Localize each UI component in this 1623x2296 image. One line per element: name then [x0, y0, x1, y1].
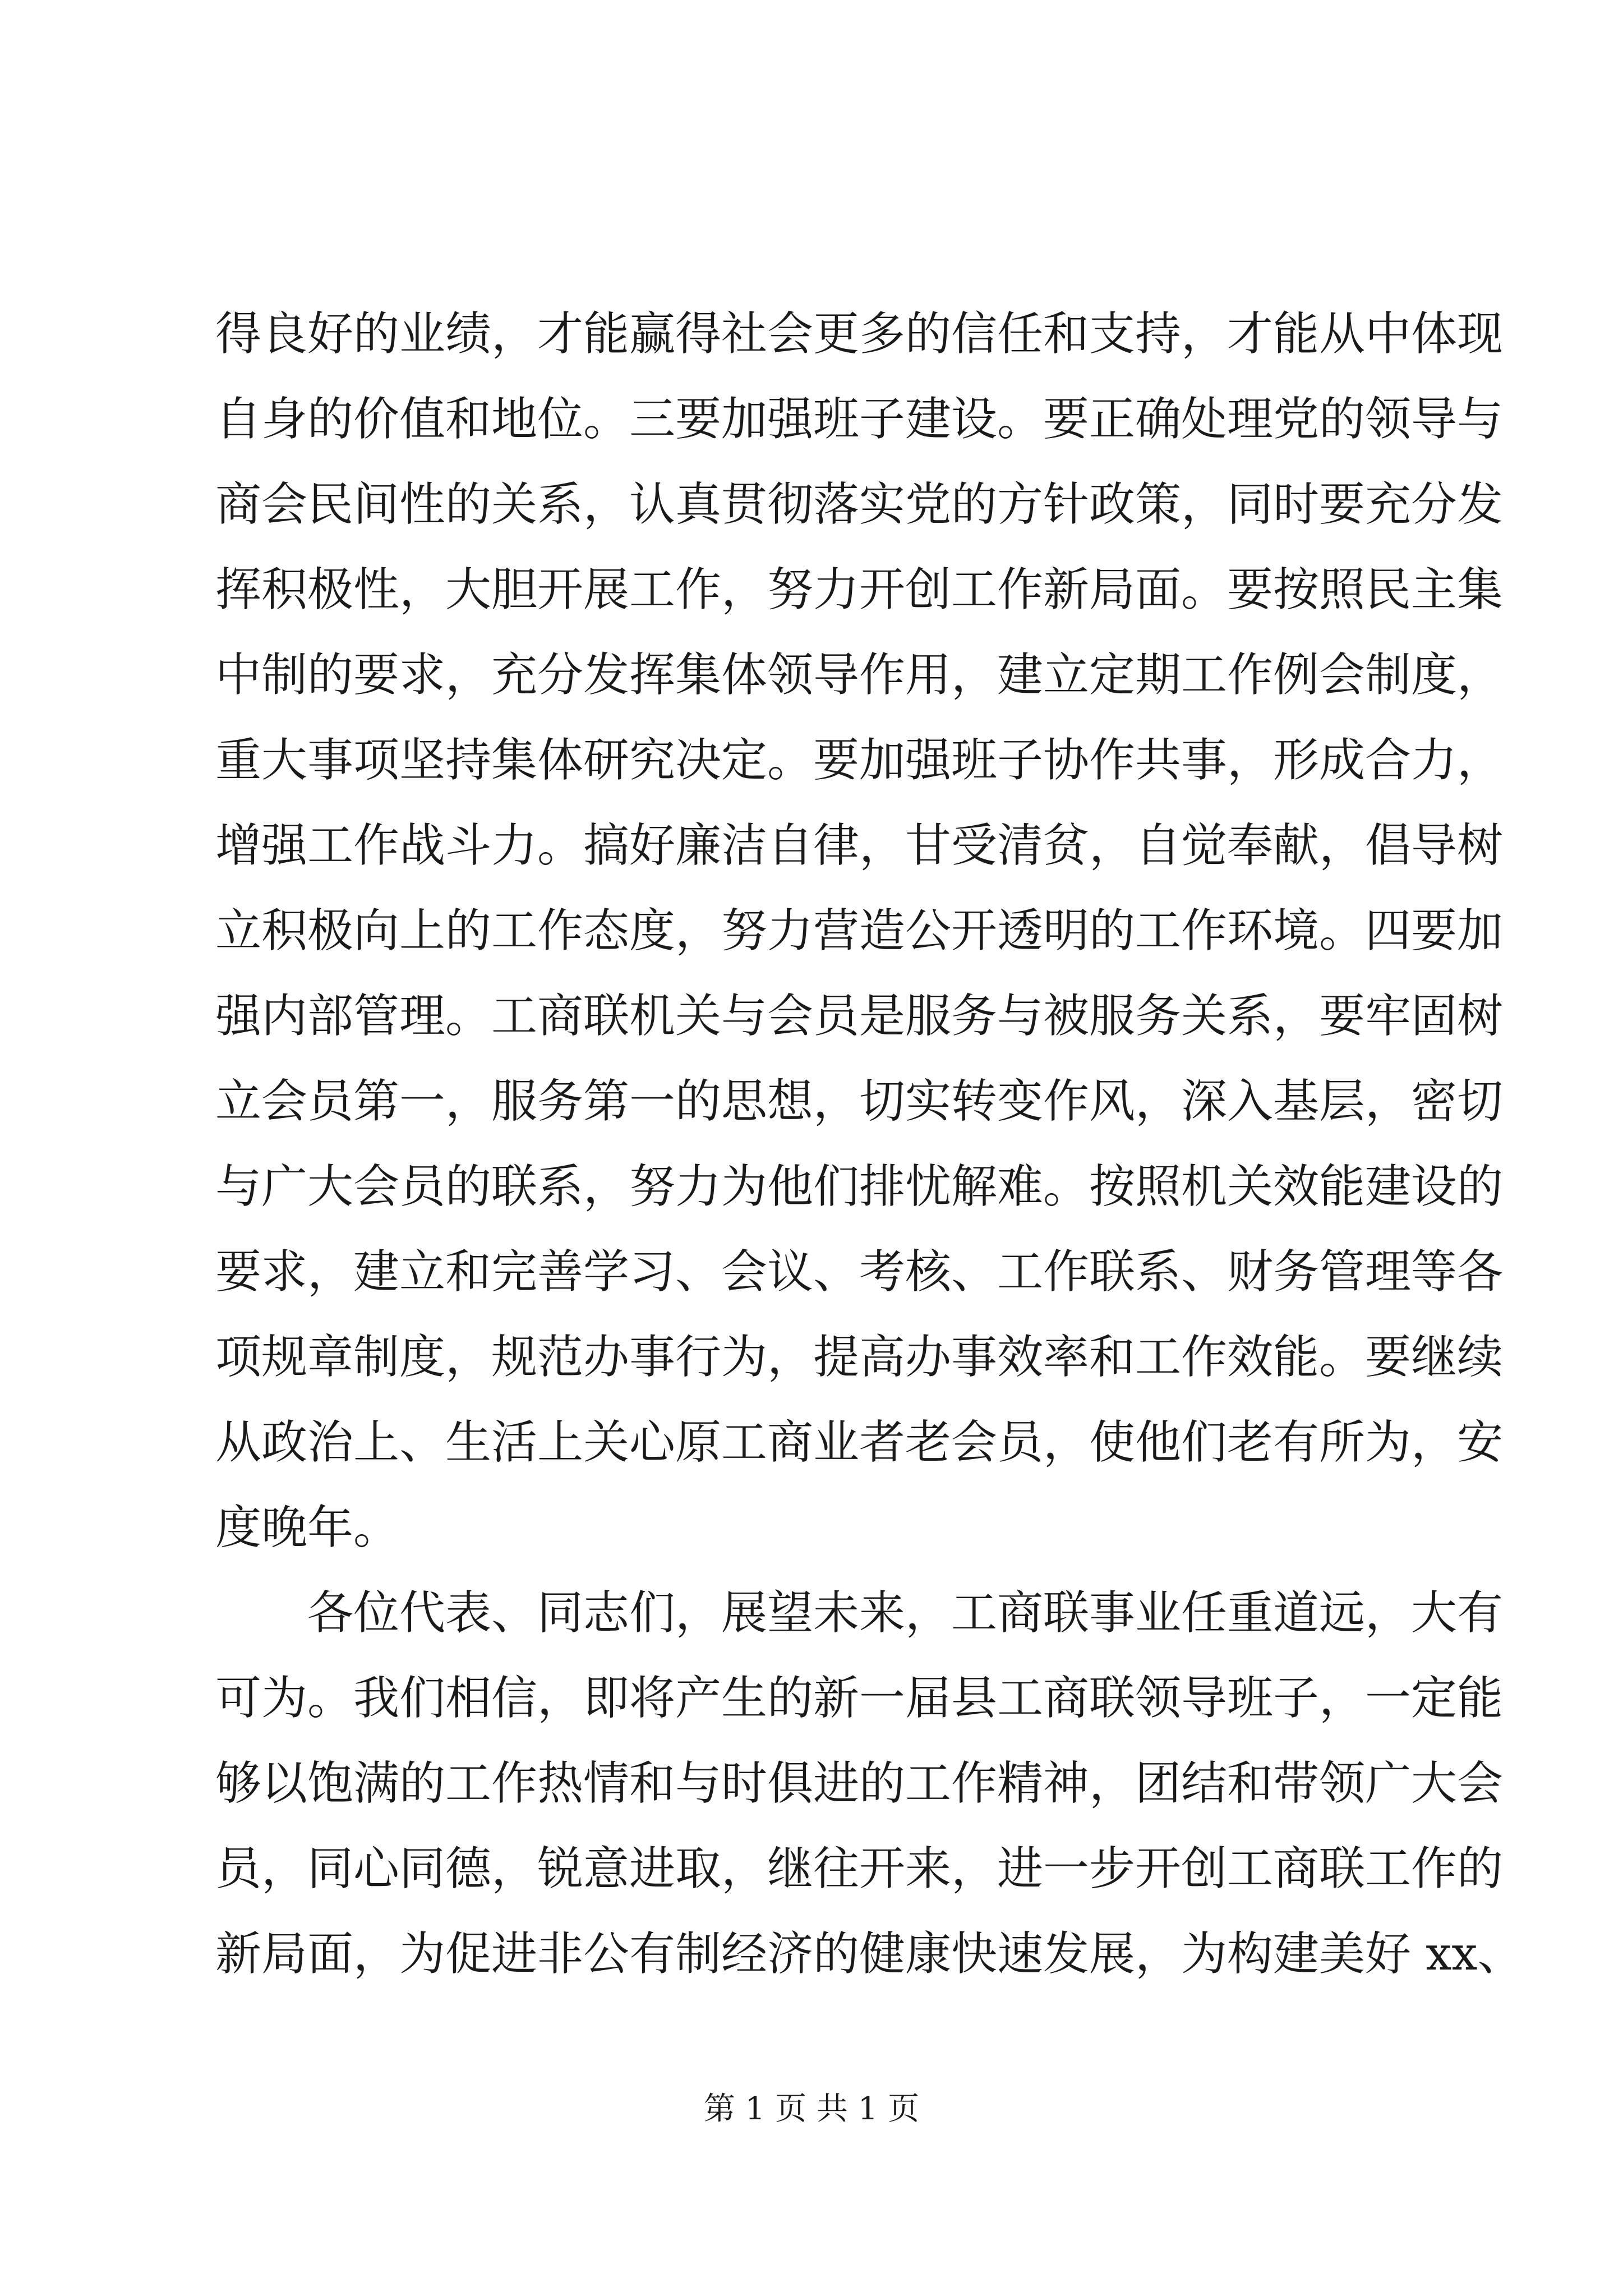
text-line: 新局面，为促进非公有制经济的健康快速发展，为构建美好 xx、 [215, 1927, 1524, 1981]
text-line: 度晚年。 [215, 1501, 400, 1554]
paragraph-2 [215, 1571, 1524, 1997]
text-line: 立会员第一，服务第一的思想，切实转变作风，深入基层，密切 [215, 1075, 1504, 1128]
text-line: 增强工作战斗力。搞好廉洁自律，甘受清贫，自觉奉献，倡导树 [215, 819, 1504, 872]
page-number-label: 第 1 页 共 1 页 [703, 2091, 920, 2127]
text-line: 各位代表、同志们，展望未来，工商联事业任重道远，大有 [307, 1586, 1504, 1640]
text-line: 得良好的业绩，才能赢得社会更多的信任和支持，才能从中体现 [215, 307, 1504, 361]
text-line: 商会民间性的关系，认真贯彻落实党的方针政策，同时要充分发 [215, 478, 1504, 531]
text-line: 项规章制度，规范办事行为，提高办事效率和工作效能。要继续 [215, 1331, 1504, 1384]
paragraph-1 [215, 292, 1504, 1571]
text-line: 够以饱满的工作热情和与时俱进的工作精神，团结和带领广大会 [215, 1757, 1504, 1810]
document-body [215, 292, 1524, 1997]
text-line: 重大事项坚持集体研究决定。要加强班子协作共事，形成合力， [215, 734, 1504, 787]
text-line: 中制的要求，充分发挥集体领导作用，建立定期工作例会制度， [215, 648, 1504, 702]
text-line: 员，同心同德，锐意进取，继往开来，进一步开创工商联工作的 [215, 1842, 1504, 1895]
text-line: 强内部管理。工商联机关与会员是服务与被服务关系，要牢固树 [215, 990, 1504, 1043]
text-line: 立积极向上的工作态度，努力营造公开透明的工作环境。四要加 [215, 904, 1504, 958]
text-line: 自身的价值和地位。三要加强班子建设。要正确处理党的领导与 [215, 393, 1504, 446]
text-line: 从政治上、生活上关心原工商业者老会员，使他们老有所为，安 [215, 1416, 1504, 1469]
page-footer [0, 2087, 1623, 2132]
text-line: 与广大会员的联系，努力为他们排忧解难。按照机关效能建设的 [215, 1160, 1504, 1213]
text-line: 要求，建立和完善学习、会议、考核、工作联系、财务管理等各 [215, 1245, 1504, 1299]
text-line: 可为。我们相信，即将产生的新一届县工商联领导班子，一定能 [215, 1672, 1504, 1725]
text-line: 挥积极性，大胆开展工作，努力开创工作新局面。要按照民主集 [215, 563, 1504, 616]
